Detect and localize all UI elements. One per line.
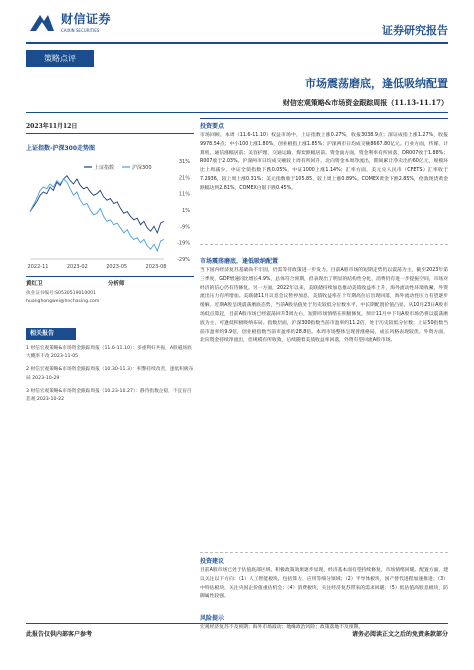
x-tick-label: 2023-08 <box>145 264 167 270</box>
title-divider <box>26 112 448 113</box>
y-tick-label: -9% <box>180 224 190 231</box>
legend-label: 沪深300 <box>132 165 152 171</box>
x-tick-label: 2023-05 <box>106 264 128 270</box>
market-view-text: 当下国内经济复苏基础尚不牢固，仍需等待政策进一步发力。目前A股市场的短期走势仍以震荡为主。截至2023年第三季度，GDP增速同比增长4.9%，总体符合预期，但表现出了明显的结构性分化，消费仍有进一步提振空间，市场对经济的信心仍有待修复。另一方面，2022年以来，美联储持续加息推动美债收益率上升，海外流动性环境收紧，外资流出压力有所增加。美联储11月议息会议暂停加息，美债收益率在十年期高位后出现回落，海外流动性压力有望逐步缓解。近期A股呈现震荡磨底态势，当前A股估值处于历史较低分位数水平，中长期配置价值凸显。从10月23日A股市场低点算起，目前A股市场已经震荡回升3周左右，短期市场情绪在积极修复。预计11月中下旬A股市场仍将以震荡磨底为主，可逢低积极吸纳布局。指数层面，沪深300指数当前市盈率约11.2倍，处于历史较低分位数；上证50指数当前市盈率约9.9倍，创业板指数当前市盈率约28.8倍。本周市场整体呈现普涨格局，成长风格表现较优。外资方面，北向资金持续净流出，但规模有所收敛，后续随着美债收益率回落，外资有望回流A股市场。 <box>200 268 448 344</box>
chart-title: 上证指数-沪深300走势图 <box>26 145 96 152</box>
risk-warning-text: 宏观经济复苏不及预期；海外市场波动；地缘政治风险；政策落地不及预期。 <box>200 625 364 630</box>
analyst-email[interactable]: huanghongwei@hnchasing.com <box>26 299 100 304</box>
market-review-text: 市场回顾。本周（11.6-11.10）权益市场中，上证指数上涨0.27%，收报3038.9点；深证成指上涨1.27%，收报9978.54点；中小100上涨1.80%，创业板指上涨1.85%；沪深两市日均成交额8667.80亿元。行业方面，传媒、计算机、通信涨幅居前；美容护理、交通运输、煤炭跌幅居前。资金面方面，资金利率有所回落，DR007收于1.88%；R007收于2.03%。沪深两市日均成交额较上周有所回升。北向资金本周净流出，期间累计净卖出约60亿元，规模环比上周减少。中证全债指数下跌0.05%，中证1000上涨1.14%；汇率方面，美元兑人民币（CFETS）汇率收于7.2936，较上周上涨0.31%；美元指数收于105.85，较上周上涨0.89%。COMEX黄金下跌2.85%，伦敦现货黄金跌幅达到2.81%，COMEX白银下跌0.45%。 <box>200 133 448 191</box>
summary-top-rule <box>200 118 448 119</box>
logo-mark-icon <box>28 11 56 33</box>
summary-column <box>200 121 448 552</box>
section-separator <box>200 244 448 245</box>
related-report-item[interactable]: 1 财信宏观策略&市场资金跟踪周报（11.6-11.10）：多重利好共振，A股磁场底大概率不改 2023-11-05 <box>26 346 192 360</box>
analyst-name: 黄红卫 <box>26 281 43 287</box>
y-tick-label: 31% <box>178 159 190 165</box>
x-tick-label: 2022-11 <box>27 264 49 270</box>
report-date: 2023年11月12日 <box>26 123 78 130</box>
related-reports-heading: 相关报告 <box>26 328 76 340</box>
series-line-csi300 <box>30 179 164 251</box>
investment-advice-heading: 投资建议 <box>200 558 225 565</box>
chart-divider <box>26 276 194 277</box>
footer-divider <box>26 623 448 624</box>
analyst-role: 分析师 <box>108 281 125 287</box>
logo-chinese-name: 财信证券 <box>61 12 112 26</box>
risk-warning-heading: 风险提示 <box>200 615 225 622</box>
analyst-cert: 执业证书编号:S0530519010001 <box>26 291 97 296</box>
related-report-item[interactable]: 3 财信宏观策略&市场资金跟踪周报（10.23-10.27）：静待指数企稳，不宜盲目悲观 2023-10-22 <box>26 388 192 403</box>
related-report-item[interactable]: 2 财信宏观策略&市场资金跟踪周报（10.30-11.3）：积弊持续改善，逢低积极布局 2023-10-29 <box>26 367 194 381</box>
y-tick-label: 11% <box>178 191 190 198</box>
report-title: 市场震荡磨底，逢低吸纳配置 <box>305 77 448 90</box>
date-divider <box>26 133 194 134</box>
related-reports-list <box>26 345 194 409</box>
investment-advice-text: 目前A股市场已处于估值底部区域，积极政策效果逐步显现，经济基本面有望持续修复，市场情绪回暖。配置方面，建议关注以下方向：（1）人工智能板块，包括算力、应用等细分领域；（2）半导体板块，国产替代进程加速推进；（3）中特估板块，关注央国企价值重估机会；（4）消费板块，关注经济复苏带来的需求回暖；（5）低估值高股息板块，防御属性较强。 <box>200 568 448 600</box>
company-logo <box>28 10 111 33</box>
footer-disclaimer-right: 请务必阅读正文之后的免责条款部分 <box>351 631 448 638</box>
y-tick-label: 21% <box>178 175 190 182</box>
advice-block <box>200 556 448 633</box>
y-tick-label: -29% <box>177 257 190 263</box>
header-divider <box>26 42 448 44</box>
index-trend-chart <box>26 155 194 273</box>
section-separator <box>200 552 448 553</box>
logo-english-name: CAIXIN SECURITIES <box>61 28 100 33</box>
y-tick-label: 1% <box>182 208 190 214</box>
investment-points-heading: 投资要点 <box>200 123 225 130</box>
legend-label: 上证指数 <box>94 165 115 171</box>
market-view-heading: 市场震荡磨底，逢低吸纳配置 <box>200 258 279 265</box>
y-tick-label: -19% <box>177 240 190 247</box>
report-type-label: 证券研究报告 <box>382 24 448 37</box>
report-subtitle: 财信宏观策略&市场资金跟踪周报（11.13-11.17） <box>282 98 448 107</box>
report-category-tag: 策略点评 <box>26 50 94 67</box>
x-tick-label: 2023-02 <box>66 264 88 270</box>
footer-disclaimer-left: 此报告仅供内部客户参考 <box>26 631 93 638</box>
